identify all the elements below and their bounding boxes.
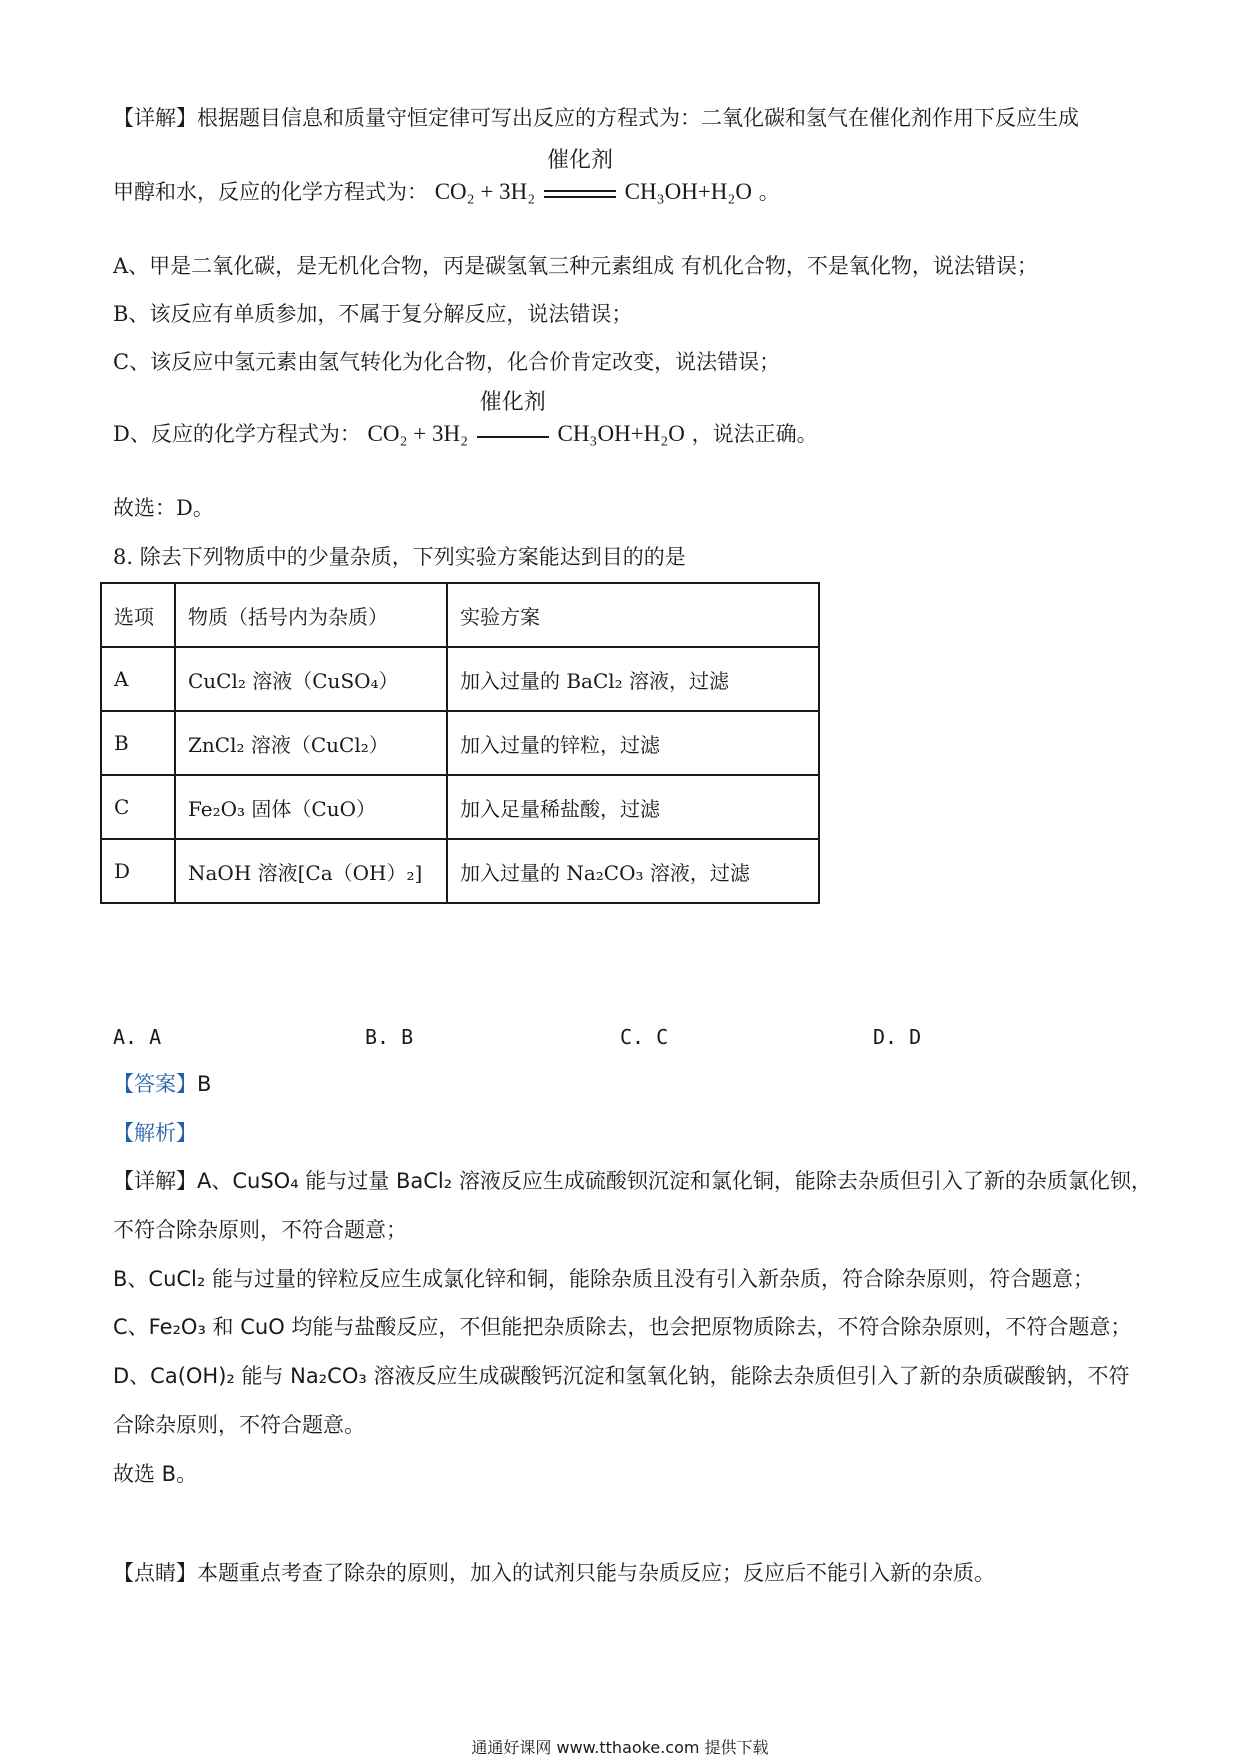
- answer-line: [113, 1074, 211, 1095]
- equation-left: CO₂ + 3H₂: [434, 179, 536, 204]
- table-header-cell: 实验方案: [447, 583, 819, 647]
- equation-left-d: CO₂ + 3H₂: [367, 421, 469, 446]
- detail2-b: B、CuCl₂ 能与过量的锌粒反应生成氯化锌和铜，能除杂质且没有引入新杂质，符合除杂原则，符合题意；: [113, 1267, 1094, 1291]
- detail-intro: 【详解】根据题目信息和质量守恒定律可写出反应的方程式为：二氧化碳和氢气在催化剂作用下反应生成: [113, 106, 1079, 130]
- answer-value: B: [197, 1072, 212, 1096]
- catalyst-label-d: 催化剂: [479, 389, 546, 415]
- table-cell: CuCl₂ 溶液（CuSO₄）: [175, 647, 447, 711]
- table-row: [101, 647, 819, 711]
- option-a: A. A: [113, 1025, 162, 1049]
- question-8-table: [100, 582, 820, 904]
- choice-8: 故选 B。: [113, 1462, 198, 1486]
- table-row: [101, 839, 819, 903]
- analysis-c: C、该反应中氢元素由氢气转化为化合物，化合价肯定改变，说法错误；: [113, 350, 781, 374]
- table-cell: D: [101, 839, 175, 903]
- detail2-a2: 不符合除杂原则，不符合题意；: [113, 1218, 407, 1242]
- equation-right: CH₃OH+H₂O: [624, 179, 753, 204]
- catalyst-arrow-d: [477, 389, 549, 446]
- equation-prefix: 甲醇和水，反应的化学方程式为：: [113, 180, 428, 204]
- table-cell: C: [101, 775, 175, 839]
- analysis-label: 【解析】: [113, 1121, 197, 1145]
- table-cell: B: [101, 711, 175, 775]
- table-row: [101, 775, 819, 839]
- equation-end: 。: [758, 180, 780, 204]
- table-cell: ZnCl₂ 溶液（CuCl₂）: [175, 711, 447, 775]
- table-cell: NaOH 溶液[Ca（OH）₂]: [175, 839, 447, 903]
- option-b: B. B: [365, 1025, 414, 1049]
- detail2-d2: 合除杂原则，不符合题意。: [113, 1413, 365, 1437]
- footer-text: 通通好课网 www.tthaoke.com 提供下载: [471, 1738, 769, 1757]
- question-8-stem: 8. 除去下列物质中的少量杂质，下列实验方案能达到目的的是: [113, 545, 686, 569]
- detail2-a1: 【详解】A、CuSO₄ 能与过量 BaCl₂ 溶液反应生成硫酸钡沉淀和氯化铜，能除去杂质但引入了新的杂质氯化钡，: [113, 1169, 1152, 1193]
- detail2-d1: D、Ca(OH)₂ 能与 Na₂CO₃ 溶液反应生成碳酸钙沉淀和氢氧化钠，能除去杂质但引入了新的杂质碳酸钠，不符: [113, 1364, 1130, 1388]
- comment-line: 【点睛】本题重点考查了除杂的原则，加入的试剂只能与杂质反应；反应后不能引入新的杂质。: [113, 1561, 995, 1585]
- table-cell: A: [101, 647, 175, 711]
- table-header-cell: 选项: [101, 583, 175, 647]
- analysis-d: [113, 389, 818, 446]
- choice-7: 故选：D。: [113, 496, 214, 520]
- equation-line: [113, 147, 780, 204]
- table-header-cell: 物质（括号内为杂质）: [175, 583, 447, 647]
- table-cell: Fe₂O₃ 固体（CuO）: [175, 775, 447, 839]
- table-header-row: [101, 583, 819, 647]
- table-cell: 加入过量的 BaCl₂ 溶液，过滤: [447, 647, 819, 711]
- analysis-a: A、甲是二氧化碳，是无机化合物，丙是碳氢氧三种元素组成 有机化合物，不是氧化物，说法错误；: [113, 254, 1038, 278]
- table-cell: 加入足量稀盐酸，过滤: [447, 775, 819, 839]
- table-row: [101, 711, 819, 775]
- catalyst-label: 催化剂: [546, 147, 613, 173]
- analysis-b: B、该反应有单质参加，不属于复分解反应，说法错误；: [113, 302, 633, 326]
- analysis-d-prefix: D、反应的化学方程式为：: [113, 422, 361, 446]
- detail2-c: C、Fe₂O₃ 和 CuO 均能与盐酸反应，不但能把杂质除去，也会把原物质除去，不符合除杂原则，不符合题意；: [113, 1315, 1132, 1339]
- option-c: C. C: [620, 1025, 669, 1049]
- table-cell: 加入过量的锌粒，过滤: [447, 711, 819, 775]
- catalyst-arrow: [544, 147, 616, 204]
- table-cell: 加入过量的 Na₂CO₃ 溶液，过滤: [447, 839, 819, 903]
- option-d: D. D: [873, 1025, 922, 1049]
- analysis-d-suffix: ，说法正确。: [691, 422, 818, 446]
- answer-label: 【答案】: [113, 1072, 197, 1096]
- equation-right-d: CH₃OH+H₂O: [557, 421, 685, 446]
